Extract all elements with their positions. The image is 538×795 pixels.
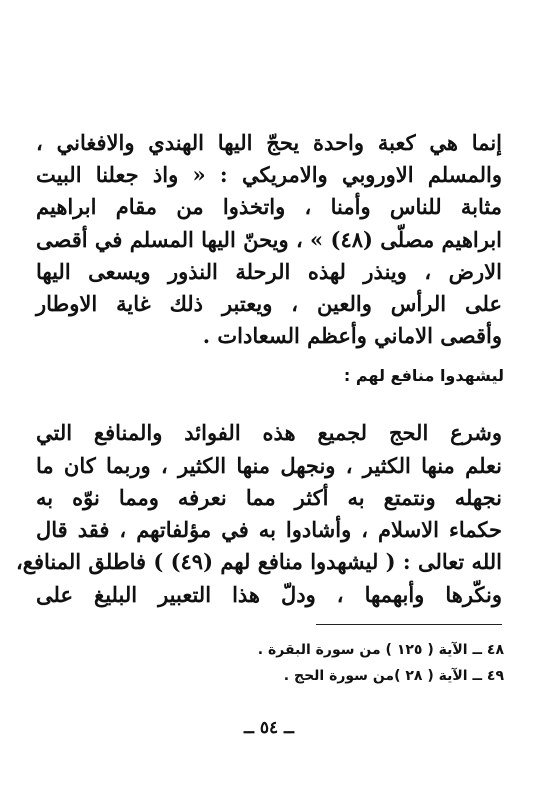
text-line: وأقصى الاماني وأعظم السعادات . [202,323,502,348]
text-line: مثابة للناس وأمنا ، واتخذوا من مقام ابراهيم [36,194,502,219]
footnote-48: ٤٨ ــ الآية ( ١٢٥ ) من سورة البقرة . [257,642,504,658]
text-line: الله تعالى : ( ليشهدوا منافع لهم (٤٩) ) فاطلق المنافع، [15,549,502,574]
footnote-divider [316,624,502,625]
section-heading: ليشهدوا منافع لهم : [343,366,504,385]
footnote-49: ٤٩ ــ الآية ( ٢٨ )من سورة الحج . [283,668,504,684]
text-line: ابراهيم مصلّى (٤٨) » ، ويحنّ اليها المسلم في أقصى [36,227,503,252]
text-line: وشرع الحج لجميع هذه الفوائد والمنافع التي [36,420,502,445]
page-number: ــ ٥٤ ــ [243,718,295,738]
text-line: نعلم منها الكثير ، ونجهل منها الكثير ، وربما كان ما [36,453,502,478]
text-line: ونكّرها وأبهمها ، ودلّ هذا التعبير البليغ على [36,582,502,607]
text-line: على الرأس والعين ، ويعتبر ذلك غاية الاوطار [36,291,502,316]
text-line: إنما هي كعبة واحدة يحجّ اليها الهندي والافغاني ، [36,130,502,155]
text-line: حكماء الاسلام ، وأشادوا به في مؤلفاتهم ، فقد قال [36,517,502,542]
text-line: نجهله ونتمتع به أكثر مما نعرفه ومما نوّه به [36,485,502,510]
text-line: الارض ، وينذر لهذه الرحلة النذور ويسعى اليها [36,259,502,284]
text-line: والمسلم الاوروبي والامريكي : « واذ جعلنا البيت [36,162,502,187]
